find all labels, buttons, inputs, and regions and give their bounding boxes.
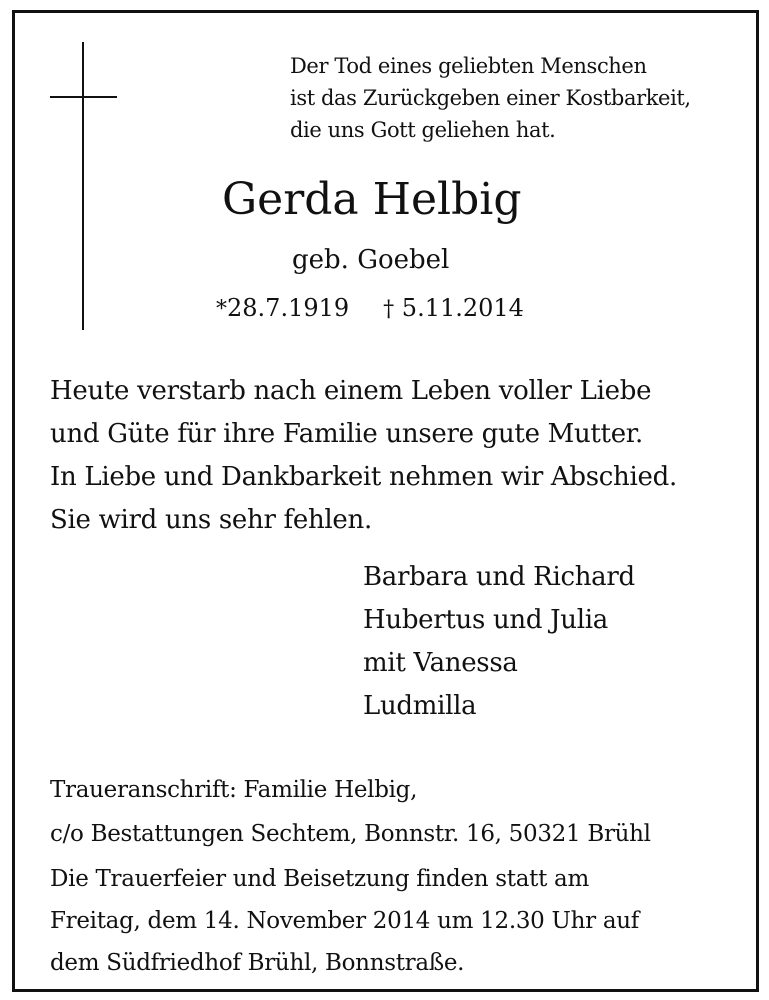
message-line: und Güte für ihre Familie unsere gute Mutter. (50, 419, 644, 449)
message-line: In Liebe und Dankbarkeit nehmen wir Abschied. (50, 462, 677, 492)
quote-block (290, 50, 691, 146)
mourning-address (50, 768, 651, 856)
address-line: Traueranschrift: Familie Helbig, (50, 777, 418, 803)
quote-line: Der Tod eines geliebten Menschen (290, 54, 647, 78)
service-line: Die Trauerfeier und Beisetzung finden statt am (50, 866, 589, 892)
message-line: Heute verstarb nach einem Leben voller Liebe (50, 376, 652, 406)
message-line: Sie wird uns sehr fehlen. (50, 505, 372, 535)
signer-line: mit Vanessa (363, 648, 518, 678)
signers-block (363, 556, 635, 728)
service-info (50, 858, 639, 984)
cross-icon-bar (50, 96, 117, 98)
life-dates (216, 288, 524, 330)
quote-line: die uns Gott geliehen hat. (290, 118, 556, 142)
birth-star-icon: * (216, 297, 227, 322)
signer-line: Hubertus und Julia (363, 605, 608, 635)
birth-date: 28.7.1919 (227, 294, 350, 322)
address-line: c/o Bestattungen Sechtem, Bonnstr. 16, 50321 Brühl (50, 821, 651, 847)
deceased-name: Gerda Helbig (222, 174, 522, 225)
signer-line: Barbara und Richard (363, 562, 635, 592)
service-line: Freitag, dem 14. November 2014 um 12.30 Uhr auf (50, 908, 639, 934)
obituary-message (50, 370, 677, 542)
service-line: dem Südfriedhof Brühl, Bonnstraße. (50, 950, 465, 976)
quote-line: ist das Zurückgeben einer Kostbarkeit, (290, 86, 691, 110)
death-date: 5.11.2014 (401, 294, 524, 322)
cross-icon (82, 42, 84, 330)
death-cross-icon: † (383, 297, 395, 322)
signer-line: Ludmilla (363, 691, 477, 721)
maiden-name: geb. Goebel (292, 245, 450, 275)
